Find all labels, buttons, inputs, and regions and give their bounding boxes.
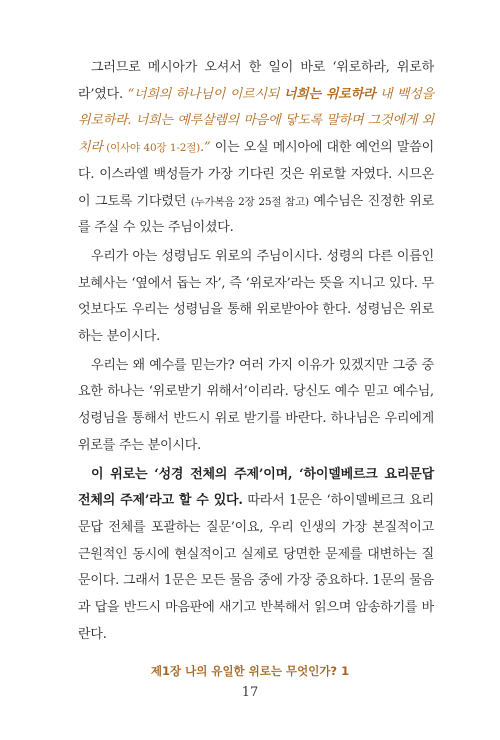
- scripture-reference: (누가복음 2장 25절 참고): [190, 195, 309, 208]
- text-span: 그러므로 메시아가 오셔서 한 일이 바로 ‘위로하라, 위로하라’였다.: [78, 60, 434, 102]
- paragraph-2: 우리가 아는 성령님도 위로의 주님이시다. 성령의 다른 이름인 보혜사는 ‘옆에서 돕는 자’, 즉 ‘위로자’라는 뜻을 지니고 있다. 무엇보다도 우리는 성령님을 통해 위로받아야 한다. 성령님은 위로하는 분이시다.: [78, 248, 434, 345]
- paragraph-4: [78, 462, 434, 649]
- scripture-quote-end: .”: [200, 140, 211, 156]
- page-number: 17: [241, 685, 259, 700]
- scripture-quote: “너희의 하나님이 이르시되: [127, 86, 284, 102]
- body-text: [78, 55, 434, 650]
- paragraph-1: [78, 55, 434, 242]
- text-span: 따라서 1문은 ‘하이델베르크 요리문답 전체를 포괄하는 질문’이요, 우리 인생의 가장 본질적이고 근원적인 동시에 현실적이고 실제로 당면한 문제를 대변하는 질문이다. 그래서 1문은 모든 물음 중에 가장 중요하다. 1문의 물음과 답을 반드시 마음판에 새기고 반복해서 읽으며 암송하기를 바란다.: [78, 493, 434, 642]
- scripture-quote: 내 백성을 위로하라. 너희는 예루살렘의 마음에 닿도록 말하며 그것에게 외치라: [78, 86, 435, 156]
- paragraph-3: 우리는 왜 예수를 믿는가? 여러 가지 이유가 있겠지만 그중 중요한 하나는 ‘위로받기 위해서’이리라. 당신도 예수 믿고 예수님, 성령님을 통해서 반드시 위로 받기를 바란다. 하나님은 우리에게 위로를 주는 분이시다.: [78, 357, 434, 453]
- scripture-reference: (이사야 40장 1-2절): [102, 142, 201, 155]
- emphasis-text: 이 위로는 ‘성경 전체의 주제’이며, ‘하이델베르크 요리문답 전체의 주제’라고 할 수 있다.: [78, 466, 434, 509]
- text-span: 예수님은 진정한 위로를 주실 수 있는 주님이셨다.: [78, 193, 434, 236]
- chapter-footer: 제1장 나의 유일한 위로는 무엇인가? 1: [150, 664, 350, 678]
- scripture-quote-emphasis: 너희는 위로하라: [283, 86, 376, 102]
- text-span: 이는 오실 메시아에 대한 예언의 말씀이다. 이스라엘 백성들가 가장 기다린 것은 위로할 자였다. 시므온이 그토록 기다렸던: [78, 140, 434, 209]
